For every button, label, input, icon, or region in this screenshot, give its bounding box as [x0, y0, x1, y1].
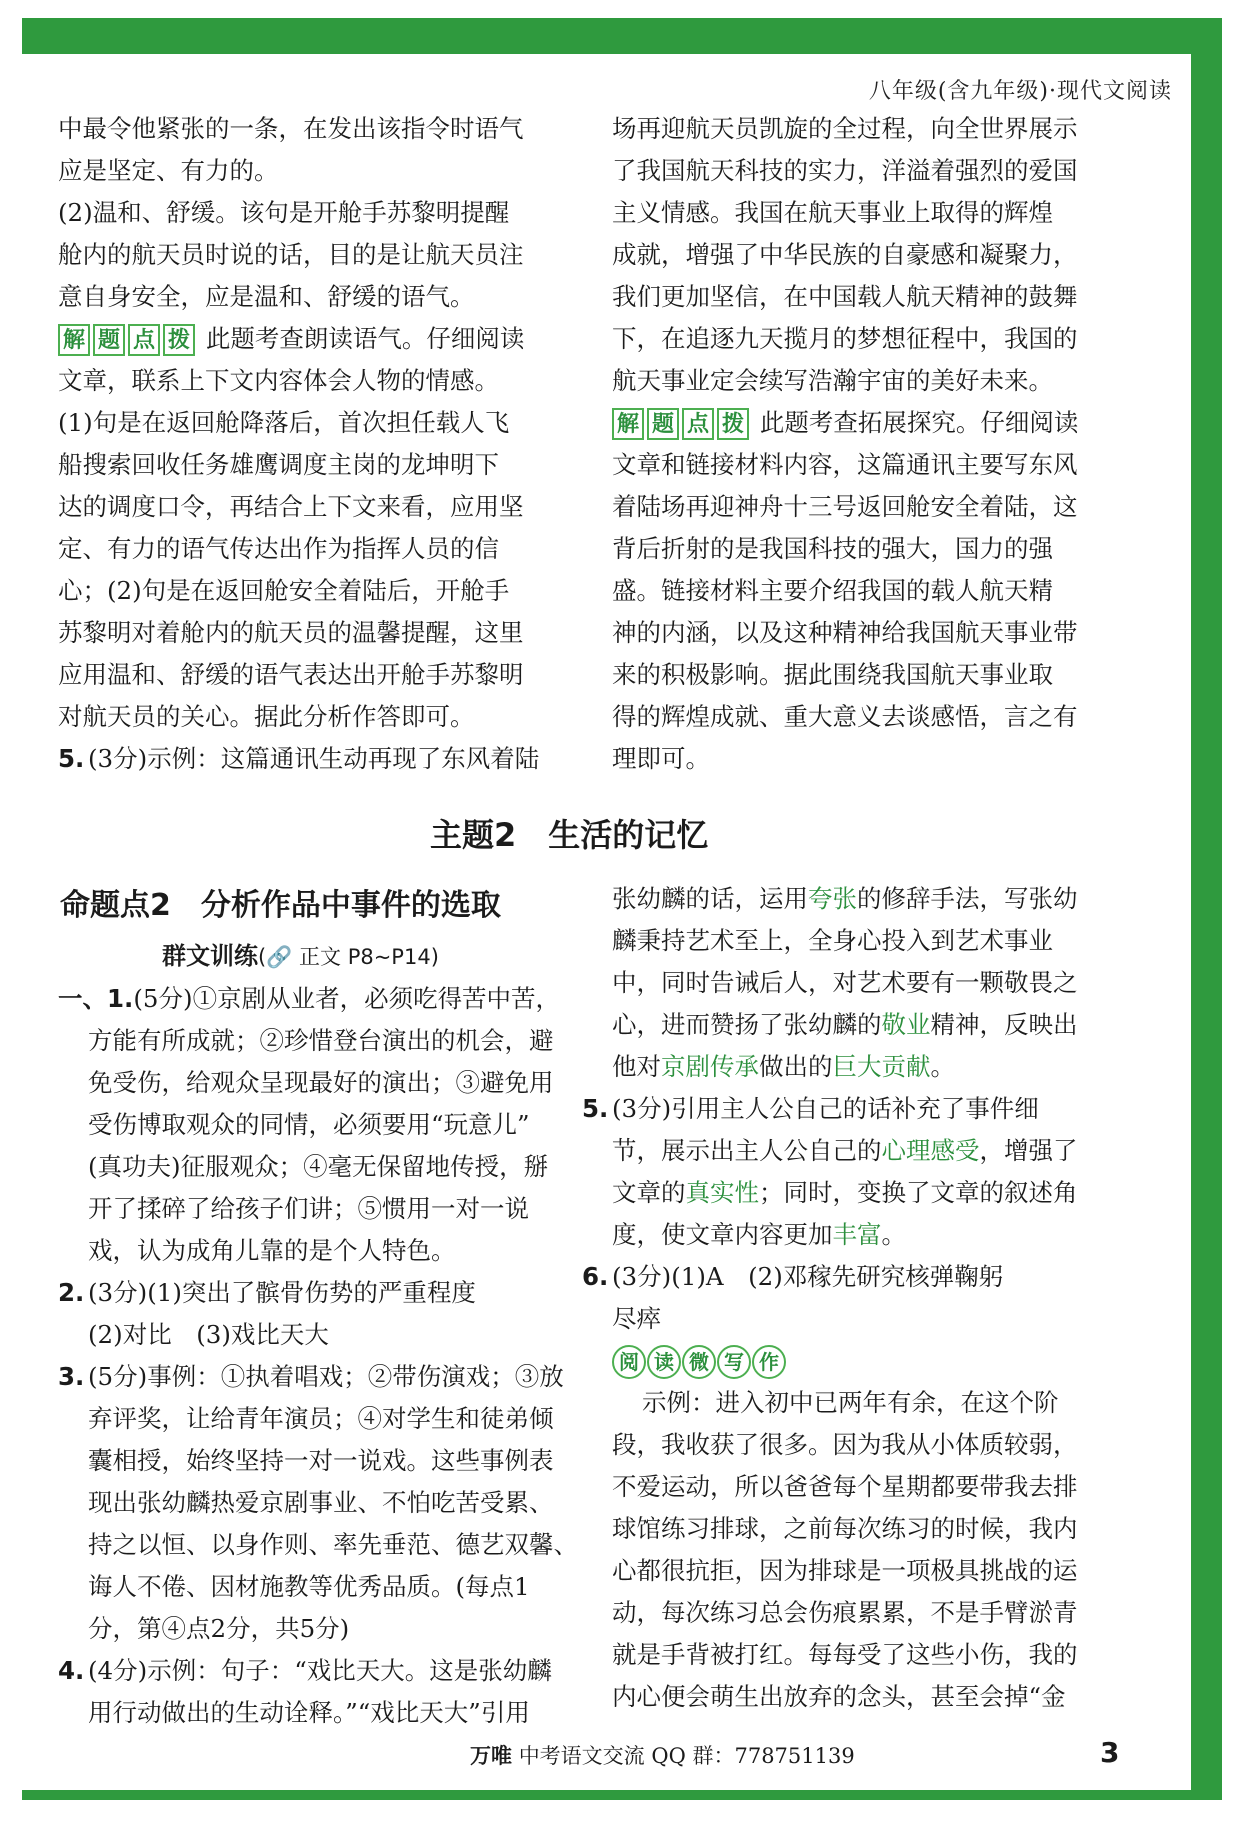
question-number: 6. — [582, 1262, 609, 1291]
tag-char: 阅 — [612, 1345, 646, 1379]
text-line — [612, 1172, 1142, 1214]
question-text: (3分)(1)A (2)邓稼先研究核弹鞠躬 — [612, 1262, 1004, 1291]
question-text: (4分)示例：句子：“戏比天大。这是张幼麟 — [88, 1656, 552, 1685]
text-run: 度，使文章内容更加 — [612, 1220, 833, 1249]
text-line: 段，我收获了很多。因为我从小体质较弱， — [612, 1430, 1078, 1459]
tag-char: 微 — [682, 1345, 716, 1379]
frame-top-bar — [22, 18, 1222, 54]
section-title: 命题点2 分析作品中事件的选取 — [60, 888, 501, 923]
footer-text: 中考语文交流 QQ 群：778751139 — [518, 1744, 855, 1768]
text-run: 张幼麟的话，运用 — [612, 884, 808, 913]
highlight-text: 真实性 — [685, 1178, 759, 1207]
text-line: 用行动做出的生动诠释。”“戏比天大”引用 — [88, 1698, 530, 1727]
text-line: 弃评奖，让给青年演员；④对学生和徒弟倾 — [88, 1404, 554, 1433]
text-line: 定、有力的语气传达出作为指挥人员的信 — [58, 534, 499, 563]
tag-char: 点 — [128, 324, 160, 356]
tip-text: 此题考查拓展探究。仔细阅读 — [759, 408, 1079, 437]
text-line: 了我国航天科技的实力，洋溢着强烈的爱国 — [612, 156, 1078, 185]
text-line: 麟秉持艺术至上，全身心投入到艺术事业 — [612, 926, 1053, 955]
text-line: 场再迎航天员凯旋的全过程，向全世界展示 — [612, 114, 1078, 143]
text-line: 航天事业定会续写浩瀚宇宙的美好未来。 — [612, 366, 1053, 395]
left-bottom-column — [58, 978, 588, 1734]
right-bottom-column — [582, 878, 1142, 1718]
tip-text: 此题考查朗读语气。仔细阅读 — [205, 324, 525, 353]
text-line: 就是手背被打红。每每受了这些小伤，我的 — [612, 1640, 1078, 1669]
text-line: 中最令他紧张的一条，在发出该指令时语气 — [58, 114, 524, 143]
question-number: 3. — [58, 1362, 85, 1391]
text-run: 心，进而赞扬了张幼麟的 — [612, 1010, 882, 1039]
tip-line — [58, 318, 578, 360]
tag-char: 题 — [93, 324, 125, 356]
text-line: 示例：进入初中已两年有余，在这个阶 — [642, 1388, 1059, 1417]
question-number: 4. — [58, 1656, 85, 1685]
tag-char: 解 — [612, 408, 644, 440]
text-line: 现出张幼麟热爱京剧事业、不怕吃苦受累、 — [88, 1488, 554, 1517]
text-line: 文章和链接材料内容，这篇通讯主要写东风 — [612, 450, 1078, 479]
highlight-text: 敬业 — [881, 1010, 931, 1039]
highlight-text: 京剧传承 — [661, 1052, 759, 1081]
page-header: 八年级(含九年级)·现代文阅读 — [868, 79, 1172, 104]
tip-tag — [612, 408, 760, 437]
question-text: (5分)事例：①执着唱戏；②带伤演戏；③放 — [88, 1362, 564, 1391]
text-line: 内心便会萌生出放弃的念头，甚至会掉“金 — [612, 1682, 1066, 1711]
page-number: 3 — [1100, 1736, 1120, 1769]
text-line: 意自身安全，应是温和、舒缓的语气。 — [58, 282, 475, 311]
tag-char: 作 — [752, 1345, 786, 1379]
text-line — [612, 1214, 1142, 1256]
left-top-column — [58, 108, 578, 780]
tag-char: 读 — [647, 1345, 681, 1379]
text-line: 球馆练习排球，之前每次练习的时候，我内 — [612, 1514, 1078, 1543]
question-text: (3分)示例：这篇通讯生动再现了东风着陆 — [88, 744, 540, 773]
tip-line — [612, 402, 1142, 444]
text-line: 达的调度口令，再结合上下文来看，应用坚 — [58, 492, 524, 521]
text-line: 盛。链接材料主要介绍我国的载人航天精 — [612, 576, 1053, 605]
highlight-text: 丰富 — [832, 1220, 882, 1249]
text-line — [612, 1130, 1142, 1172]
question-number: 2. — [58, 1278, 85, 1307]
text-line: 着陆场再迎神舟十三号返回舱安全着陆，这 — [612, 492, 1078, 521]
text-line: 船搜索回收任务雄鹰调度主岗的龙坤明下 — [58, 450, 499, 479]
text-line: 下，在追逐九天揽月的梦想征程中，我国的 — [612, 324, 1078, 353]
tip-tag — [58, 324, 206, 353]
text-line: 持之以恒、以身作则、率先垂范、德艺双馨、 — [88, 1530, 578, 1559]
highlight-text: 心理感受 — [881, 1136, 980, 1165]
question-6 — [582, 1256, 1142, 1298]
footer — [470, 1740, 855, 1770]
tag-char: 拨 — [717, 408, 749, 440]
text-line: 文章，联系上下文内容体会人物的情感。 — [58, 366, 499, 395]
text-line: 分，第④点2分，共5分) — [88, 1614, 350, 1643]
text-run: 文章的 — [612, 1178, 686, 1207]
text-run: 做出的 — [759, 1052, 833, 1081]
text-line — [612, 1046, 1142, 1088]
text-line: 应是坚定、有力的。 — [58, 156, 279, 185]
tag-char: 写 — [717, 1345, 751, 1379]
subtitle-label: 群文训练 — [162, 942, 258, 970]
text-line: 心都很抗拒，因为排球是一项极具挑战的运 — [612, 1556, 1078, 1585]
link-ref: (🔗 正文 P8~P14) — [258, 945, 439, 969]
tag-char: 拨 — [163, 324, 195, 356]
question-text: (3分)引用主人公自己的话补充了事件细 — [612, 1094, 1039, 1123]
text-run: 精神，反映出 — [930, 1010, 1078, 1039]
text-line: (2)温和、舒缓。该句是开舱手苏黎明提醒 — [58, 198, 510, 227]
question-number: 5. — [58, 744, 85, 773]
text-run: ，增强了 — [979, 1136, 1078, 1165]
question-text: (5分)①京剧从业者，必须吃得苦中苦， — [133, 984, 561, 1013]
text-line: 动，每次练习总会伤痕累累，不是手臂淤青 — [612, 1598, 1078, 1627]
text-line: 背后折射的是我国科技的强大，国力的强 — [612, 534, 1053, 563]
text-line: 受伤博取观众的同情，必须要用“玩意儿” — [88, 1110, 530, 1139]
question-2 — [58, 1272, 588, 1314]
text-line: 心；(2)句是在返回舱安全着陆后，开舱手 — [58, 576, 510, 605]
text-line: 理即可。 — [612, 744, 710, 773]
text-line: 苏黎明对着舱内的航天员的温馨提醒，这里 — [58, 618, 524, 647]
frame-bottom-bar — [22, 1790, 1222, 1800]
text-line: 诲人不倦、因材施教等优秀品质。(每点1 — [88, 1572, 530, 1601]
text-line: 戏，认为成角儿靠的是个人特色。 — [88, 1236, 456, 1265]
text-line: 神的内涵，以及这种精神给我国航天事业带 — [612, 618, 1078, 647]
text-run: 他对 — [612, 1052, 661, 1081]
question-text: (3分)(1)突出了髌骨伤势的严重程度 — [88, 1278, 476, 1307]
text-line: 不爱运动，所以爸爸每个星期都要带我去排 — [612, 1472, 1078, 1501]
question-5 — [58, 738, 578, 780]
text-run: 的修辞手法，写张幼 — [857, 884, 1078, 913]
text-line: 我们更加坚信，在中国载人航天精神的鼓舞 — [612, 282, 1078, 311]
text-line: (2)对比 (3)戏比天大 — [88, 1320, 329, 1349]
text-run: 。 — [881, 1220, 906, 1249]
text-line: (真功夫)征服观众；④毫无保留地传授，掰 — [88, 1152, 549, 1181]
question-5 — [582, 1088, 1142, 1130]
text-line — [612, 1004, 1142, 1046]
text-line: 囊相授，始终坚持一对一说戏。这些事例表 — [88, 1446, 554, 1475]
tag-char: 点 — [682, 408, 714, 440]
tag-char: 解 — [58, 324, 90, 356]
text-line: 免受伤，给观众呈现最好的演出；③避免用 — [88, 1068, 554, 1097]
text-line: 尽瘁 — [612, 1304, 661, 1333]
right-top-column — [612, 108, 1142, 780]
question-number: 一、1. — [58, 984, 134, 1013]
topic-heading: 主题2 生活的记忆 — [430, 816, 709, 854]
question-number: 5. — [582, 1094, 609, 1123]
text-line — [612, 878, 1142, 920]
text-line: 来的积极影响。据此围绕我国航天事业取 — [612, 660, 1053, 689]
text-run: 。 — [930, 1052, 955, 1081]
text-run: ；同时，变换了文章的叙述角 — [759, 1178, 1078, 1207]
question-3 — [58, 1356, 588, 1398]
highlight-text: 夸张 — [808, 884, 857, 913]
subtitle — [162, 936, 439, 971]
text-line: 中，同时告诫后人，对艺术要有一颗敬畏之 — [612, 968, 1078, 997]
text-line: 舱内的航天员时说的话，目的是让航天员注 — [58, 240, 524, 269]
text-run: 节，展示出主人公自己的 — [612, 1136, 882, 1165]
tag-char: 题 — [647, 408, 679, 440]
text-line: 方能有所成就；②珍惜登台演出的机会，避 — [88, 1026, 554, 1055]
frame-right-bar — [1191, 18, 1222, 1800]
question-4 — [58, 1650, 588, 1692]
question-1 — [58, 978, 588, 1020]
text-line: 开了揉碎了给孩子们讲；⑤惯用一对一说 — [88, 1194, 529, 1223]
text-line: 对航天员的关心。据此分析作答即可。 — [58, 702, 475, 731]
highlight-text: 巨大贡献 — [832, 1052, 931, 1081]
text-line: (1)句是在返回舱降落后，首次担任载人飞 — [58, 408, 510, 437]
brand-logo: 万唯 — [470, 1744, 512, 1768]
reading-writing-tag — [612, 1340, 1142, 1382]
text-line: 主义情感。我国在航天事业上取得的辉煌 — [612, 198, 1053, 227]
text-line: 应用温和、舒缓的语气表达出开舱手苏黎明 — [58, 660, 524, 689]
text-line: 成就，增强了中华民族的自豪感和凝聚力， — [612, 240, 1078, 269]
text-line: 得的辉煌成就、重大意义去谈感悟，言之有 — [612, 702, 1078, 731]
